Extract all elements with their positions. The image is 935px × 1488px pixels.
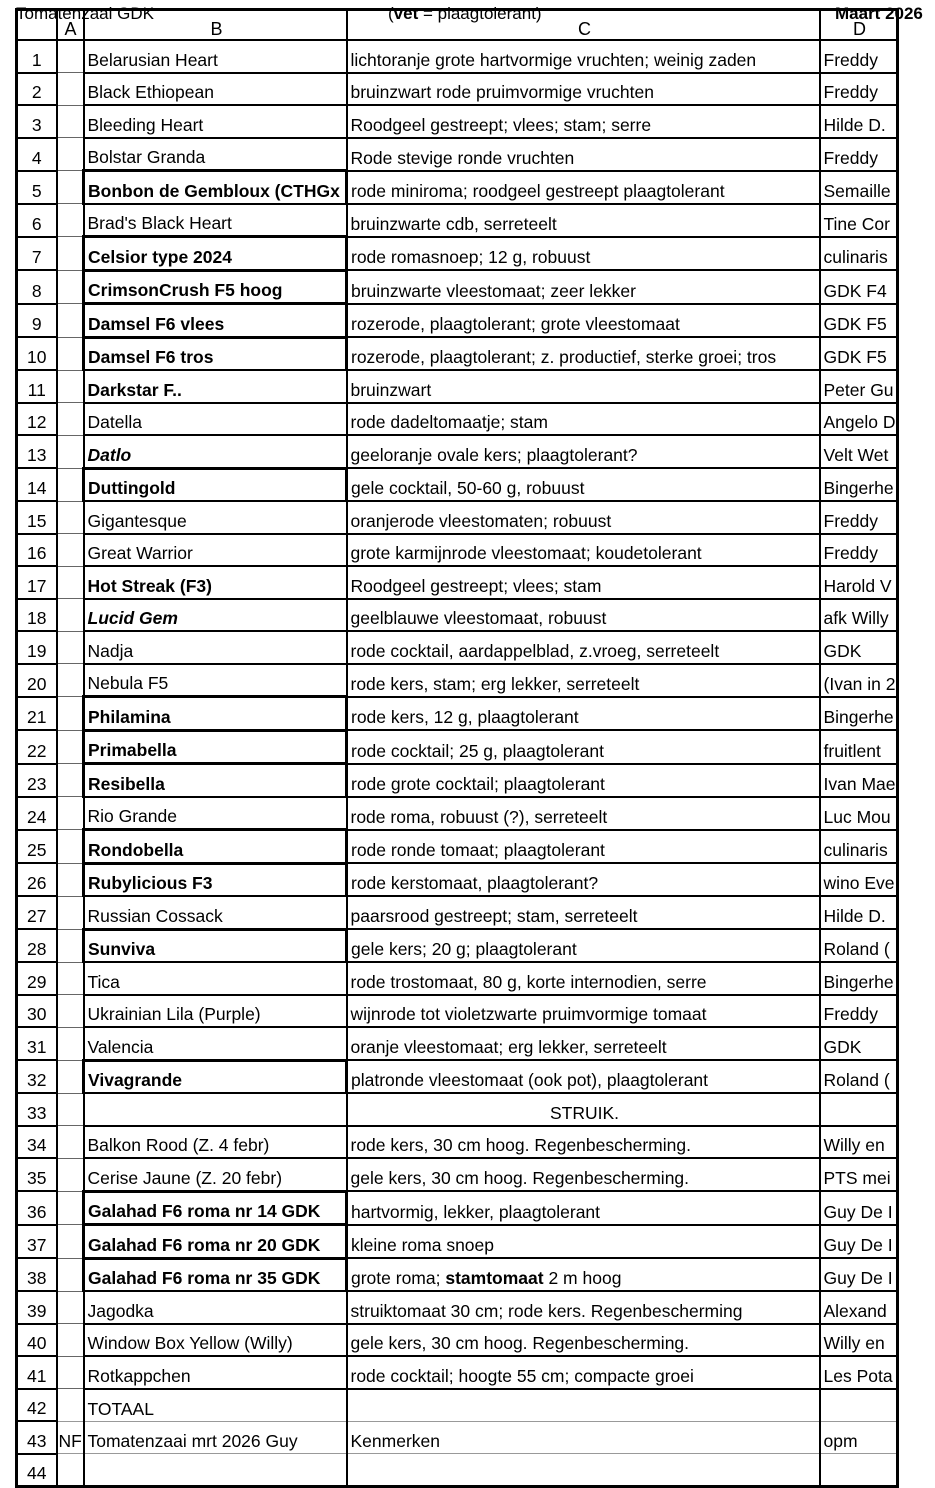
- cell-a[interactable]: [57, 304, 84, 338]
- table-row: [17, 929, 898, 962]
- cell-variety[interactable]: Primabella: [84, 730, 347, 764]
- cell-characteristics[interactable]: hartvormig, lekker, plaagtolerant: [347, 1191, 820, 1225]
- cell-source[interactable]: Semaille: [820, 171, 898, 204]
- cell-source[interactable]: Harold V: [820, 566, 898, 599]
- cell-source[interactable]: Bingerhe: [820, 468, 898, 501]
- table-row: [17, 501, 898, 534]
- cell-characteristics[interactable]: rode kers, stam; erg lekker, serreteelt: [347, 664, 820, 697]
- cell-variety[interactable]: Galahad F6 roma nr 14 GDK: [84, 1191, 347, 1225]
- table-row: [17, 40, 898, 73]
- cell-source[interactable]: Les Pota: [820, 1356, 898, 1389]
- cell-a[interactable]: [57, 138, 84, 171]
- cell-source[interactable]: Freddy: [820, 73, 898, 106]
- cell-source[interactable]: (Ivan in 2: [820, 664, 898, 697]
- cell-a[interactable]: [57, 1454, 84, 1487]
- cell-characteristics[interactable]: STRUIK.: [347, 1093, 820, 1126]
- cell-variety[interactable]: Vivagrande: [84, 1060, 347, 1093]
- cell-variety[interactable]: Jagodka: [84, 1291, 347, 1324]
- table-row: [17, 830, 898, 864]
- cell-variety[interactable]: Hot Streak (F3): [84, 566, 347, 599]
- cell-characteristics[interactable]: Roodgeel gestreept; vlees; stam: [347, 566, 820, 599]
- cell-a[interactable]: [57, 1060, 84, 1093]
- row-number[interactable]: 38: [17, 1258, 57, 1291]
- cell-variety[interactable]: Gigantesque: [84, 501, 347, 534]
- cell-characteristics[interactable]: wijnrode tot violetzwarte pruimvormige tomaat: [347, 995, 820, 1028]
- cell-variety[interactable]: Bleeding Heart: [84, 105, 347, 138]
- cell-characteristics[interactable]: bruinzwart rode pruimvormige vruchten: [347, 73, 820, 106]
- row-number[interactable]: 18: [17, 599, 57, 632]
- cell-a[interactable]: [57, 534, 84, 567]
- row-number[interactable]: 2: [17, 73, 57, 106]
- row-number[interactable]: 21: [17, 697, 57, 731]
- cell-a[interactable]: [57, 73, 84, 106]
- cell-source[interactable]: fruitlent: [820, 730, 898, 764]
- cell-a[interactable]: [57, 1356, 84, 1389]
- row-number[interactable]: 44: [17, 1454, 57, 1487]
- row-number[interactable]: 42: [17, 1389, 57, 1422]
- cell-variety[interactable]: Galahad F6 roma nr 35 GDK: [84, 1258, 347, 1291]
- cell-text: grote roma;: [351, 1268, 446, 1288]
- row-number[interactable]: 13: [17, 435, 57, 468]
- cell-a[interactable]: [57, 1027, 84, 1060]
- sheet-title: Tomatenzaai GDK: [16, 4, 154, 23]
- cell-characteristics[interactable]: [347, 1258, 820, 1291]
- cell-variety[interactable]: Rio Grande: [84, 797, 347, 830]
- cell-source[interactable]: Roland (: [820, 1060, 898, 1093]
- cell-characteristics[interactable]: rode grote cocktail; plaagtolerant: [347, 764, 820, 797]
- cell-variety[interactable]: Window Box Yellow (Willy): [84, 1324, 347, 1357]
- cell-variety[interactable]: Nadja: [84, 631, 347, 664]
- cell-source[interactable]: Guy De I: [820, 1225, 898, 1259]
- row-number[interactable]: 4: [17, 138, 57, 171]
- cell-variety[interactable]: Duttingold: [84, 468, 347, 501]
- cell-a[interactable]: [57, 105, 84, 138]
- cell-characteristics[interactable]: rode ronde tomaat; plaagtolerant: [347, 830, 820, 864]
- table-row: [17, 468, 898, 501]
- cell-source[interactable]: wino Eve: [820, 863, 898, 896]
- cell-characteristics[interactable]: rode romasnoep; 12 g, robuust: [347, 237, 820, 271]
- cell-variety[interactable]: CrimsonCrush F5 hoog: [84, 270, 347, 304]
- cell-source[interactable]: GDK: [820, 631, 898, 664]
- table-row: [17, 1291, 898, 1324]
- corner-header: [17, 10, 57, 41]
- cell-a[interactable]: [57, 1324, 84, 1357]
- cell-a[interactable]: [57, 566, 84, 599]
- column-header-b[interactable]: B: [84, 10, 347, 41]
- cell-a[interactable]: [57, 501, 84, 534]
- cell-characteristics[interactable]: bruinzwarte vleestomaat; zeer lekker: [347, 270, 820, 304]
- row-number[interactable]: 11: [17, 370, 57, 403]
- cell-a[interactable]: [57, 1291, 84, 1324]
- cell-characteristics[interactable]: lichtoranje grote hartvormige vruchten; weinig zaden: [347, 40, 820, 73]
- cell-characteristics[interactable]: struiktomaat 30 cm; rode kers. Regenbescherming: [347, 1291, 820, 1324]
- cell-characteristics[interactable]: rode cocktail, aardappelblad, z.vroeg, serreteelt: [347, 631, 820, 664]
- cell-characteristics[interactable]: [347, 1389, 820, 1422]
- cell-characteristics[interactable]: rozerode, plaagtolerant; grote vleestomaat: [347, 304, 820, 338]
- row-number[interactable]: 35: [17, 1158, 57, 1191]
- cell-source[interactable]: GDK F5: [820, 304, 898, 338]
- table-row: [17, 797, 898, 830]
- cell-a[interactable]: [57, 1225, 84, 1259]
- table-row: [17, 1356, 898, 1389]
- table-row: [17, 204, 898, 237]
- row-number[interactable]: 23: [17, 764, 57, 797]
- cell-source[interactable]: Guy De I: [820, 1191, 898, 1225]
- cell-source[interactable]: Freddy: [820, 40, 898, 73]
- cell-characteristics[interactable]: Rode stevige ronde vruchten: [347, 138, 820, 171]
- cell-characteristics[interactable]: rode trostomaat, 80 g, korte internodien, serre: [347, 962, 820, 995]
- row-number[interactable]: 37: [17, 1225, 57, 1259]
- cell-variety[interactable]: Brad's Black Heart: [84, 204, 347, 237]
- cell-a[interactable]: [57, 370, 84, 403]
- cell-characteristics[interactable]: rode kers, 12 g, plaagtolerant: [347, 697, 820, 731]
- cell-source[interactable]: Roland (: [820, 929, 898, 962]
- cell-a[interactable]: [57, 830, 84, 864]
- row-number[interactable]: 43: [17, 1421, 57, 1454]
- cell-variety[interactable]: Resibella: [84, 764, 347, 797]
- cell-variety[interactable]: TOTAAL: [84, 1389, 347, 1422]
- cell-characteristics[interactable]: rode cocktail; hoogte 55 cm; compacte groei: [347, 1356, 820, 1389]
- table-row: [17, 664, 898, 697]
- cell-source[interactable]: Hilde D.: [820, 896, 898, 929]
- cell-characteristics[interactable]: [347, 1454, 820, 1487]
- cell-variety[interactable]: Rubylicious F3: [84, 863, 347, 896]
- cell-source[interactable]: Angelo D: [820, 403, 898, 436]
- table-row: [17, 896, 898, 929]
- table-row: [17, 631, 898, 664]
- cell-characteristics[interactable]: bruinzwarte cdb, serreteelt: [347, 204, 820, 237]
- row-number[interactable]: 7: [17, 237, 57, 271]
- cell-a[interactable]: [57, 797, 84, 830]
- cell-a[interactable]: [57, 1258, 84, 1291]
- table-row: [17, 697, 898, 731]
- cell-variety[interactable]: Philamina: [84, 697, 347, 731]
- row-number[interactable]: 34: [17, 1126, 57, 1159]
- table-row: [17, 566, 898, 599]
- cell-characteristics[interactable]: gele kers; 20 g; plaagtolerant: [347, 929, 820, 962]
- cell-source[interactable]: GDK F4: [820, 270, 898, 304]
- cell-source[interactable]: Tine Cor: [820, 204, 898, 237]
- table-row: [17, 1454, 898, 1487]
- cell-characteristics[interactable]: rode kerstomaat, plaagtolerant?: [347, 863, 820, 896]
- cell-variety[interactable]: Celsior type 2024: [84, 237, 347, 271]
- cell-characteristics[interactable]: oranjerode vleestomaten; robuust: [347, 501, 820, 534]
- cell-characteristics[interactable]: kleine roma snoep: [347, 1225, 820, 1259]
- cell-characteristics[interactable]: grote karmijnrode vleestomaat; koudetolerant: [347, 534, 820, 567]
- cell-variety[interactable]: [84, 1454, 347, 1487]
- cell-a[interactable]: [57, 1389, 84, 1422]
- cell-source[interactable]: Alexand: [820, 1291, 898, 1324]
- cell-variety[interactable]: Bonbon de Gembloux (CTHGx: [84, 171, 347, 204]
- cell-source[interactable]: Freddy: [820, 995, 898, 1028]
- table-row: [17, 962, 898, 995]
- cell-a[interactable]: [57, 929, 84, 962]
- table-row: [17, 599, 898, 632]
- row-number[interactable]: 32: [17, 1060, 57, 1093]
- row-number[interactable]: 17: [17, 566, 57, 599]
- cell-source[interactable]: Bingerhe: [820, 962, 898, 995]
- cell-variety[interactable]: Datella: [84, 403, 347, 436]
- cell-source[interactable]: opm: [820, 1421, 898, 1454]
- cell-variety[interactable]: Black Ethiopean: [84, 73, 347, 106]
- table-row: [17, 1093, 898, 1126]
- cell-a[interactable]: NF: [57, 1421, 84, 1454]
- legend-rest: = plaagtolerant): [418, 4, 542, 23]
- table-row: [17, 863, 898, 896]
- row-number[interactable]: 31: [17, 1027, 57, 1060]
- cell-variety[interactable]: Lucid Gem: [84, 599, 347, 632]
- row-number[interactable]: 36: [17, 1191, 57, 1225]
- row-number[interactable]: 10: [17, 337, 57, 370]
- cell-variety[interactable]: Tomatenzaai mrt 2026 Guy: [84, 1421, 347, 1454]
- row-number[interactable]: 12: [17, 403, 57, 436]
- cell-characteristics[interactable]: gele kers, 30 cm hoog. Regenbescherming.: [347, 1324, 820, 1357]
- cell-source[interactable]: [820, 1093, 898, 1126]
- cell-source[interactable]: Hilde D.: [820, 105, 898, 138]
- row-number[interactable]: 41: [17, 1356, 57, 1389]
- table-row: [17, 138, 898, 171]
- cell-variety[interactable]: Valencia: [84, 1027, 347, 1060]
- cell-source[interactable]: Luc Mou: [820, 797, 898, 830]
- table-row: [17, 337, 898, 370]
- cell-a[interactable]: [57, 1126, 84, 1159]
- cell-variety[interactable]: Damsel F6 tros: [84, 337, 347, 370]
- table-row: [17, 730, 898, 764]
- cell-source[interactable]: PTS mei: [820, 1158, 898, 1191]
- row-number[interactable]: 29: [17, 962, 57, 995]
- cell-variety[interactable]: Balkon Rood (Z. 4 febr): [84, 1126, 347, 1159]
- cell-source[interactable]: Peter Gu: [820, 370, 898, 403]
- cell-source[interactable]: GDK F5: [820, 337, 898, 370]
- cell-source[interactable]: Ivan Mae: [820, 764, 898, 797]
- row-number[interactable]: 6: [17, 204, 57, 237]
- cell-a[interactable]: [57, 962, 84, 995]
- cell-a[interactable]: [57, 468, 84, 501]
- cell-characteristics[interactable]: rozerode, plaagtolerant; z. productief, sterke groei; tros: [347, 337, 820, 370]
- cell-source[interactable]: Freddy: [820, 501, 898, 534]
- cell-variety[interactable]: [84, 1093, 347, 1126]
- cell-a[interactable]: [57, 337, 84, 370]
- cell-a[interactable]: [57, 863, 84, 896]
- cell-a[interactable]: [57, 40, 84, 73]
- row-number[interactable]: 15: [17, 501, 57, 534]
- cell-characteristics[interactable]: gele kers, 30 cm hoog. Regenbescherming.: [347, 1158, 820, 1191]
- cell-a[interactable]: [57, 403, 84, 436]
- column-header-a[interactable]: A: [57, 10, 84, 41]
- cell-source[interactable]: [820, 1389, 898, 1422]
- cell-characteristics[interactable]: rode cocktail; 25 g, plaagtolerant: [347, 730, 820, 764]
- cell-a[interactable]: [57, 270, 84, 304]
- table-row: [17, 995, 898, 1028]
- cell-variety[interactable]: Belarusian Heart: [84, 40, 347, 73]
- cell-variety[interactable]: Damsel F6 vlees: [84, 304, 347, 338]
- cell-a[interactable]: [57, 664, 84, 697]
- cell-variety[interactable]: Cerise Jaune (Z. 20 febr): [84, 1158, 347, 1191]
- row-number[interactable]: 40: [17, 1324, 57, 1357]
- row-number[interactable]: 19: [17, 631, 57, 664]
- table-row: [17, 270, 898, 304]
- row-number[interactable]: 16: [17, 534, 57, 567]
- cell-characteristics[interactable]: oranje vleestomaat; erg lekker, serreteelt: [347, 1027, 820, 1060]
- seed-list-table: [15, 8, 899, 1488]
- cell-variety[interactable]: Tica: [84, 962, 347, 995]
- cell-source[interactable]: culinaris: [820, 237, 898, 271]
- column-header-c[interactable]: C: [347, 10, 820, 41]
- cell-variety[interactable]: Rondobella: [84, 830, 347, 864]
- cell-a[interactable]: [57, 697, 84, 731]
- table-row: [17, 403, 898, 436]
- row-number[interactable]: 20: [17, 664, 57, 697]
- row-number[interactable]: 33: [17, 1093, 57, 1126]
- row-number[interactable]: 9: [17, 304, 57, 338]
- table-row: [17, 370, 898, 403]
- table-row: [17, 1225, 898, 1259]
- cell-a[interactable]: [57, 764, 84, 797]
- table-row: [17, 764, 898, 797]
- row-number[interactable]: 1: [17, 40, 57, 73]
- table-row: [17, 1421, 898, 1454]
- cell-characteristics[interactable]: rode kers, 30 cm hoog. Regenbescherming.: [347, 1126, 820, 1159]
- cell-variety[interactable]: Rotkappchen: [84, 1356, 347, 1389]
- cell-source[interactable]: Willy en: [820, 1324, 898, 1357]
- row-number[interactable]: 25: [17, 830, 57, 864]
- cell-source[interactable]: Guy De I: [820, 1258, 898, 1291]
- table-row: [17, 1191, 898, 1225]
- table-row: [17, 171, 898, 204]
- row-number[interactable]: 39: [17, 1291, 57, 1324]
- cell-source[interactable]: [820, 1454, 898, 1487]
- cell-characteristics[interactable]: Roodgeel gestreept; vlees; stam; serre: [347, 105, 820, 138]
- cell-a[interactable]: [57, 896, 84, 929]
- cell-variety[interactable]: Nebula F5: [84, 664, 347, 697]
- cell-source[interactable]: Freddy: [820, 138, 898, 171]
- cell-variety[interactable]: Sunviva: [84, 929, 347, 962]
- cell-variety[interactable]: Russian Cossack: [84, 896, 347, 929]
- row-number[interactable]: 14: [17, 468, 57, 501]
- cell-a[interactable]: [57, 435, 84, 468]
- table-row: [17, 73, 898, 106]
- cell-a[interactable]: [57, 730, 84, 764]
- cell-characteristics[interactable]: gele cocktail, 50-60 g, robuust: [347, 468, 820, 501]
- cell-characteristics[interactable]: bruinzwart: [347, 370, 820, 403]
- row-number[interactable]: 26: [17, 863, 57, 896]
- table-row: [17, 1324, 898, 1357]
- column-header-d[interactable]: D: [820, 10, 898, 41]
- cell-variety[interactable]: Galahad F6 roma nr 20 GDK: [84, 1225, 347, 1259]
- cell-variety[interactable]: Great Warrior: [84, 534, 347, 567]
- cell-characteristics[interactable]: rode dadeltomaatje; stam: [347, 403, 820, 436]
- cell-a[interactable]: [57, 599, 84, 632]
- cell-source[interactable]: Willy en: [820, 1126, 898, 1159]
- table-row: [17, 1027, 898, 1060]
- row-number[interactable]: 22: [17, 730, 57, 764]
- table-row: [17, 534, 898, 567]
- table-row: [17, 1389, 898, 1422]
- cell-characteristics[interactable]: rode miniroma; roodgeel gestreept plaagtolerant: [347, 171, 820, 204]
- legend-bold-word: vet: [393, 4, 419, 23]
- column-header-row: [17, 10, 898, 41]
- cell-text: 2 m hoog: [543, 1268, 622, 1288]
- table-row: [17, 435, 898, 468]
- cell-characteristics[interactable]: paarsrood gestreept; stam, serreteelt: [347, 896, 820, 929]
- table-row: [17, 237, 898, 271]
- cell-characteristics[interactable]: Kenmerken: [347, 1421, 820, 1454]
- row-number[interactable]: 3: [17, 105, 57, 138]
- table-row: [17, 1060, 898, 1093]
- row-number[interactable]: 5: [17, 171, 57, 204]
- cell-variety[interactable]: Datlo: [84, 435, 347, 468]
- cell-a[interactable]: [57, 171, 84, 204]
- row-number[interactable]: 27: [17, 896, 57, 929]
- cell-source[interactable]: Velt Wet: [820, 435, 898, 468]
- row-number[interactable]: 24: [17, 797, 57, 830]
- cell-source[interactable]: Freddy: [820, 534, 898, 567]
- cell-characteristics[interactable]: rode roma, robuust (?), serreteelt: [347, 797, 820, 830]
- cell-characteristics[interactable]: geeloranje ovale kers; plaagtolerant?: [347, 435, 820, 468]
- table-row: [17, 1158, 898, 1191]
- cell-a[interactable]: [57, 1158, 84, 1191]
- cell-a[interactable]: [57, 1191, 84, 1225]
- cell-source[interactable]: GDK: [820, 1027, 898, 1060]
- cell-variety[interactable]: Bolstar Granda: [84, 138, 347, 171]
- cell-a[interactable]: [57, 204, 84, 237]
- table-row: [17, 1258, 898, 1291]
- row-number[interactable]: 28: [17, 929, 57, 962]
- cell-a[interactable]: [57, 631, 84, 664]
- cell-a[interactable]: [57, 1093, 84, 1126]
- cell-source[interactable]: afk Willy: [820, 599, 898, 632]
- sheet-date: Maart 2026: [835, 4, 923, 23]
- cell-a[interactable]: [57, 237, 84, 271]
- cell-text-bold: stamtomaat: [445, 1268, 544, 1288]
- cell-source[interactable]: Bingerhe: [820, 697, 898, 731]
- cell-characteristics[interactable]: geelblauwe vleestomaat, robuust: [347, 599, 820, 632]
- legend-open: (: [388, 4, 394, 23]
- cell-a[interactable]: [57, 995, 84, 1028]
- cell-source[interactable]: culinaris: [820, 830, 898, 864]
- table-row: [17, 1126, 898, 1159]
- row-number[interactable]: 8: [17, 270, 57, 304]
- cell-variety[interactable]: Darkstar F..: [84, 370, 347, 403]
- row-number[interactable]: 30: [17, 995, 57, 1028]
- cell-characteristics[interactable]: platronde vleestomaat (ook pot), plaagtolerant: [347, 1060, 820, 1093]
- cell-variety[interactable]: Ukrainian Lila (Purple): [84, 995, 347, 1028]
- table-row: [17, 105, 898, 138]
- table-row: [17, 304, 898, 338]
